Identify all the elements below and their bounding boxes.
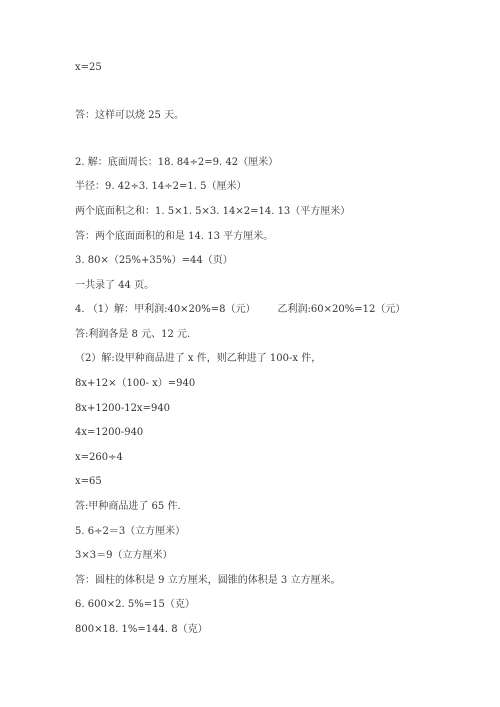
- q4-profit-line: [75, 303, 405, 317]
- q3-answer-line: 一共录了 44 页。: [75, 280, 155, 291]
- q6-calc-line-2: 800×18. 1%=144. 8（克）: [75, 624, 208, 635]
- answer-line-x25: x=25: [75, 62, 102, 73]
- q5-cylinder-line: 5. 6÷2＝3（立方厘米）: [75, 526, 186, 537]
- q4-answer-line: 答:甲种商品进了 65 件.: [75, 501, 181, 512]
- q6-calc-line-1: 6. 600×2. 5%=15（克）: [75, 599, 195, 610]
- q2-base-area-line: 两个底面积之和：1. 5×1. 5×3. 14×2=14. 13（平方厘米）: [75, 206, 351, 217]
- q4-profit-b: 乙利润:60×20%=12（元）: [277, 304, 406, 315]
- answer-line-days: 答：这样可以烧 25 天。: [75, 110, 185, 121]
- q4-divide-line: x=260÷4: [75, 452, 123, 463]
- q5-answer-line: 答：圆柱的体积是 9 立方厘米，圆锥的体积是 3 立方厘米。: [75, 575, 341, 586]
- q4-result-line: x=65: [75, 476, 102, 487]
- q3-pages-line: 3. 80×（25%+35%）=44（页）: [75, 255, 233, 266]
- q4-expand-line: 8x+1200-12x=940: [75, 403, 171, 414]
- q2-radius-line: 半径：9. 42÷3. 14÷2=1. 5（厘米）: [75, 181, 247, 192]
- q4-profit-answer-line: 答:利润各是 8 元、12 元.: [75, 329, 191, 340]
- q4-simplify-line: 4x=1200-940: [75, 427, 144, 438]
- q2-answer-line: 答：两个底面面积的和是 14. 13 平方厘米。: [75, 231, 274, 242]
- q2-circumference-line: 2. 解：底面周长：18. 84÷2=9. 42（厘米）: [75, 157, 279, 168]
- q4-setup-line: （2）解:设甲种商品进了 x 件，则乙种进了 100-x 件，: [75, 353, 322, 364]
- q5-volume-line: 3×3＝9（立方厘米）: [75, 550, 173, 561]
- q4-equation-line: 8x+12×（100- x）=940: [75, 378, 196, 389]
- q4-profit-a: 4. （1）解：甲利润:40×20%=8（元）: [75, 304, 256, 315]
